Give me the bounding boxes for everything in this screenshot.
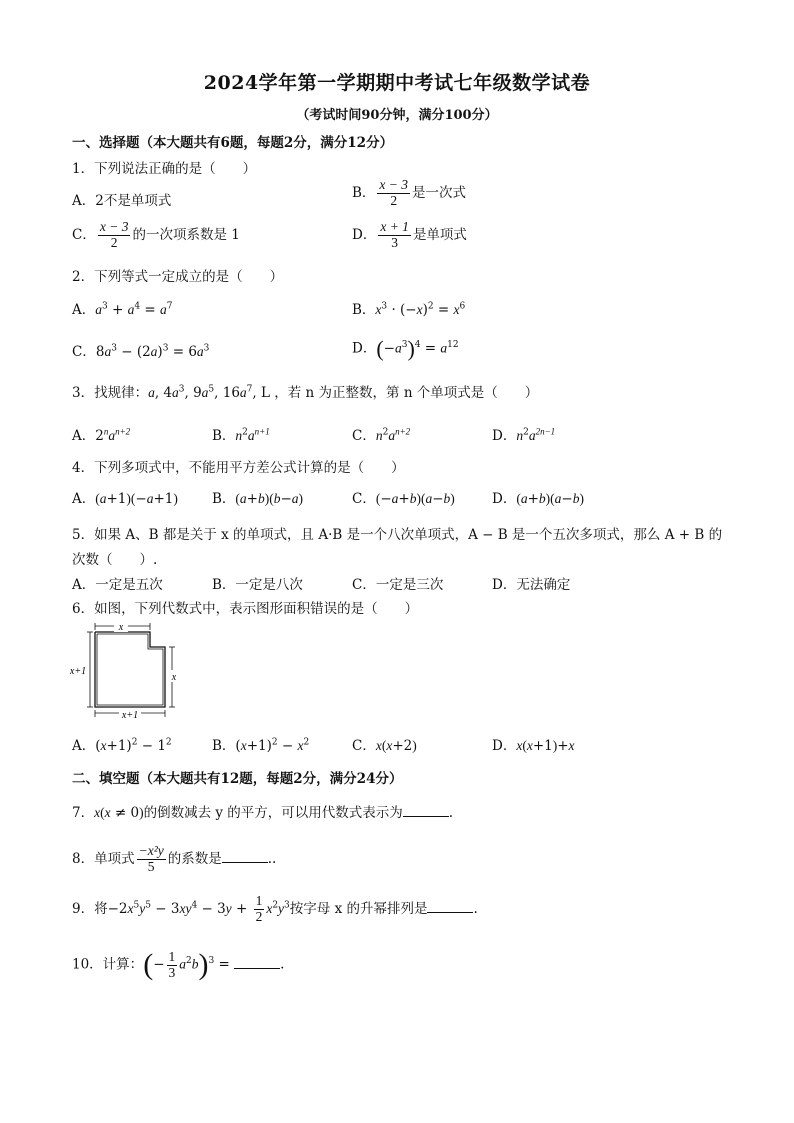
question-3-option-a: A．$2^na^{n+2}$ <box>72 426 131 444</box>
question-5-stem-cont: 次数（ ）. <box>72 552 158 568</box>
question-4-option-c: C．(−a+b)(a−b) <box>352 491 455 507</box>
section-choice-heading: 一、选择题（本大题共有6题，每题2分，满分12分） <box>72 135 394 151</box>
question-1-option-d: D． $\frac{x + 1}{3}$ 是单项式 <box>352 219 467 250</box>
question-10: 10．计算：(− $\frac{1}{3}$ $a^2b)^3$ = . <box>72 948 285 981</box>
question-3-stem: 3．找规律：a, $4a^3$, $9a^5$, $16a^7$, L ，若 n 为正整数，第 n 个单项式是（ ） <box>72 384 539 401</box>
question-5-option-c: C．一定是三次 <box>352 577 444 593</box>
question-6-option-a: A．$(x+1)^2 - 1^2$ <box>72 737 172 754</box>
figure-label-left: x+1 <box>69 666 87 677</box>
question-4-stem: 4．下列多项式中，不能用平方差公式计算的是（ ） <box>72 460 405 476</box>
question-3-option-b: B．$n^2a^{n+1}$ <box>212 426 270 444</box>
area-figure <box>66 620 186 720</box>
question-2-option-b: B．$x^3 \cdot (-x)^2 = x^6$ <box>352 301 466 318</box>
answer-blank[interactable] <box>234 956 280 969</box>
question-4-option-a: A．(a+1)(−a+1) <box>72 491 178 507</box>
question-1-stem: 1．下列说法正确的是（ ） <box>72 161 257 177</box>
section-fill-heading: 二、填空题（本大题共有12题，每题2分，满分24分） <box>72 771 403 787</box>
question-2-option-d: D．$(-a^3)^4 = a^{12}$ <box>352 336 459 361</box>
question-8: 8．单项式 $\frac{\text{−x²y}}{5}$ 的系数是 .. <box>72 843 277 874</box>
answer-blank[interactable] <box>222 850 268 863</box>
answer-blank[interactable] <box>403 804 449 817</box>
question-5-option-b: B．一定是八次 <box>212 577 303 593</box>
question-6-stem: 6．如图，下列代数式中，表示图形面积错误的是（ ） <box>72 601 419 617</box>
figure-label-top: x <box>118 622 124 633</box>
figure-label-bottom: x+1 <box>121 710 139 720</box>
question-4-option-d: D．(a+b)(a−b) <box>492 491 584 507</box>
question-1-option-c: C． $\frac{x - 3}{2}$ 的一次项系数是 1 <box>72 219 240 250</box>
figure-label-right: x <box>171 672 177 683</box>
question-6-option-b: B．$(x+1)^2 - x^2$ <box>212 737 310 754</box>
exam-info: （考试时间90分钟，满分100分） <box>296 108 498 123</box>
question-5-stem: 5．如果 A、B 都是关于 x 的单项式，且 A·B 是一个八次单项式，A − B 是一个五次多项式，那么 A + B 的 <box>72 527 723 543</box>
question-6-option-d: D．x(x+1)+x <box>492 738 575 754</box>
question-2-option-a: A．$a^3 + a^4 = a^7$ <box>72 301 173 318</box>
question-6-option-c: C．x(x+2) <box>352 738 417 754</box>
question-2-stem: 2．下列等式一定成立的是（ ） <box>72 269 284 285</box>
question-9: 9．将$-2x^5y^5 - 3xy^4 - 3y$ + $\frac{1}{2}$ $x^2y^3$按字母 x 的升幂排列是 . <box>72 893 478 924</box>
question-2-option-c: C．$8a^3 - (2a)^3 = 6a^3$ <box>72 343 210 360</box>
question-5-option-d: D．无法确定 <box>492 577 571 593</box>
answer-blank[interactable] <box>427 900 473 913</box>
question-1-option-b: B． $\frac{x - 3}{2}$ 是一次式 <box>352 177 467 208</box>
question-3-option-c: C．$n^2a^{n+2}$ <box>352 426 411 444</box>
question-7: 7．x(x ≠ 0)的倒数减去 y 的平方，可以用代数式表示为 . <box>72 805 454 821</box>
question-4-option-b: B．(a+b)(b−a) <box>212 491 304 507</box>
question-5-option-a: A．一定是五次 <box>72 577 163 593</box>
question-3-option-d: D．$n^2a^{2n-1}$ <box>492 426 556 444</box>
question-1-option-a: A．2不是单项式 <box>72 193 172 209</box>
page-title: 2024学年第一学期期中考试七年级数学试卷 <box>203 72 591 94</box>
